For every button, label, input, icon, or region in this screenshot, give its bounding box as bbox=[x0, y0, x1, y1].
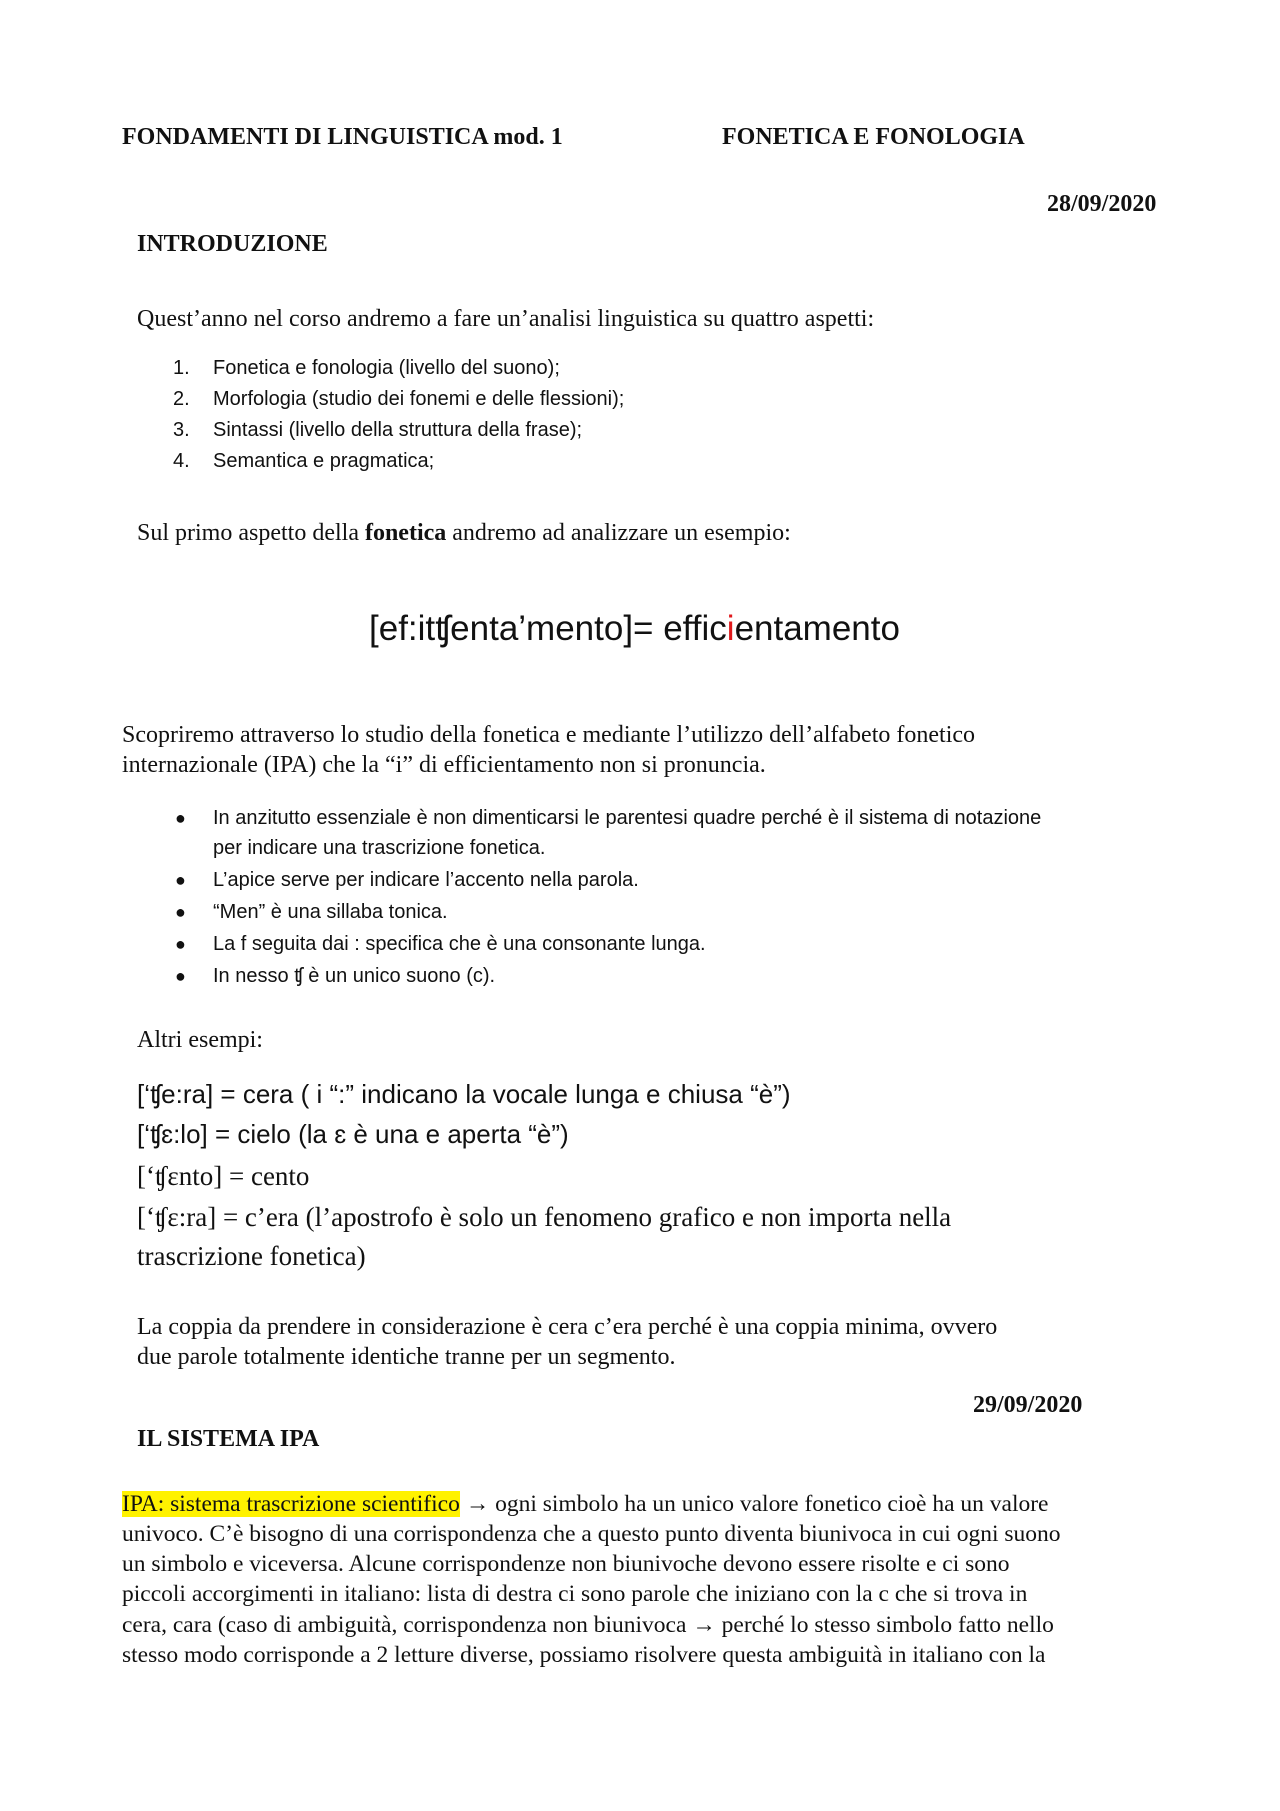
example-transcription: [ef:itʧenta’mento]= efficientamento bbox=[369, 609, 900, 648]
date-label-2: 29/09/2020 bbox=[973, 1392, 1083, 1418]
example-cera-apostrophe-cont: trascrizione fonetica) bbox=[137, 1241, 366, 1271]
section-heading-introduzione: INTRODUZIONE bbox=[137, 231, 328, 257]
course-title: FONDAMENTI DI LINGUISTICA mod. 1 bbox=[122, 124, 563, 150]
example-cento: [‘ʧɛnto] = cento bbox=[137, 1161, 310, 1191]
list-item: ● In anzitutto essenziale è non dimenticarsi le parentesi quadre perché è il sistema di notazione per indicare una trascrizione fonetica. bbox=[175, 807, 1042, 859]
notes-list bbox=[175, 803, 1042, 993]
topic-title: FONETICA E FONOLOGIA bbox=[722, 124, 1025, 150]
discovery-paragraph: Scopriremo attraverso lo studio della fonetica e mediante l’utilizzo dell’alfabeto fonetico internazionale (IPA) che la “i” di efficientamento non si pronuncia. bbox=[122, 722, 976, 778]
phonetics-paragraph: Sul primo aspetto della fonetica andremo ad analizzare un esempio: bbox=[137, 520, 791, 546]
list-item: ● L’apice serve per indicare l’accento nella parola. bbox=[175, 869, 639, 891]
intro-paragraph: Quest’anno nel corso andremo a fare un’analisi linguistica su quattro aspetti: bbox=[137, 306, 875, 332]
list-item: ● “Men” è una sillaba tonica. bbox=[175, 901, 448, 923]
list-item: ● In nesso ʧ è un unico suono (c). bbox=[175, 965, 496, 987]
list-item: 4. Semantica e pragmatica; bbox=[173, 450, 435, 472]
list-item: 3. Sintassi (livello della struttura della frase); bbox=[173, 419, 583, 441]
example-cera: [‘ʧe:ra] = cera ( i “:” indicano la vocale lunga e chiusa “è”) bbox=[137, 1079, 791, 1109]
list-item: 1. Fonetica e fonologia (livello del suono); bbox=[173, 357, 560, 379]
ipa-paragraph: IPA: sistema trascrizione scientifico → ogni simbolo ha un unico valore fonetico cioè ha un valore univoco. C’è bisogno di una corrispondenza che a questo punto diventa biunivoca in cui ogni suono un simbolo e viceversa. Alcune corrispondenze non biunivoche devono essere risolte e ci sono piccoli accorgimenti in italiano: lista di destra ci sono parole che iniziano con la c che si trova in cera, cara (caso di ambiguità, corrispondenza non biunivoca → perché lo stesso simbolo fatto nello stesso modo corrisponde a 2 letture diverse, possiamo risolvere questa ambiguità in italiano con la bbox=[122, 1490, 1061, 1668]
list-item: ● La f seguita dai : specifica che è una consonante lunga. bbox=[175, 933, 706, 955]
aspects-list bbox=[173, 357, 625, 481]
arrow-icon: → bbox=[465, 1490, 490, 1516]
arrow-icon: → bbox=[692, 1611, 716, 1637]
highlighted-text: IPA: sistema trascrizione scientifico bbox=[122, 1491, 460, 1517]
coppia-paragraph: La coppia da prendere in considerazione è cera c’era perché è una coppia minima, ovvero due parole totalmente identiche tranne per un segmento. bbox=[137, 1314, 998, 1370]
list-item: 2. Morfologia (studio dei fonemi e delle flessioni); bbox=[173, 388, 625, 410]
example-cera-apostrophe: [‘ʧɛ:ra] = c’era (l’apostrofo è solo un fenomeno grafico e non importa nella bbox=[137, 1202, 952, 1232]
section-heading-ipa: IL SISTEMA IPA bbox=[137, 1426, 320, 1452]
example-cielo: [‘ʧɛ:lo] = cielo (la ɛ è una e aperta “è”) bbox=[137, 1119, 569, 1149]
altri-esempi-label: Altri esempi: bbox=[137, 1027, 263, 1053]
date-label: 28/09/2020 bbox=[1047, 191, 1157, 217]
